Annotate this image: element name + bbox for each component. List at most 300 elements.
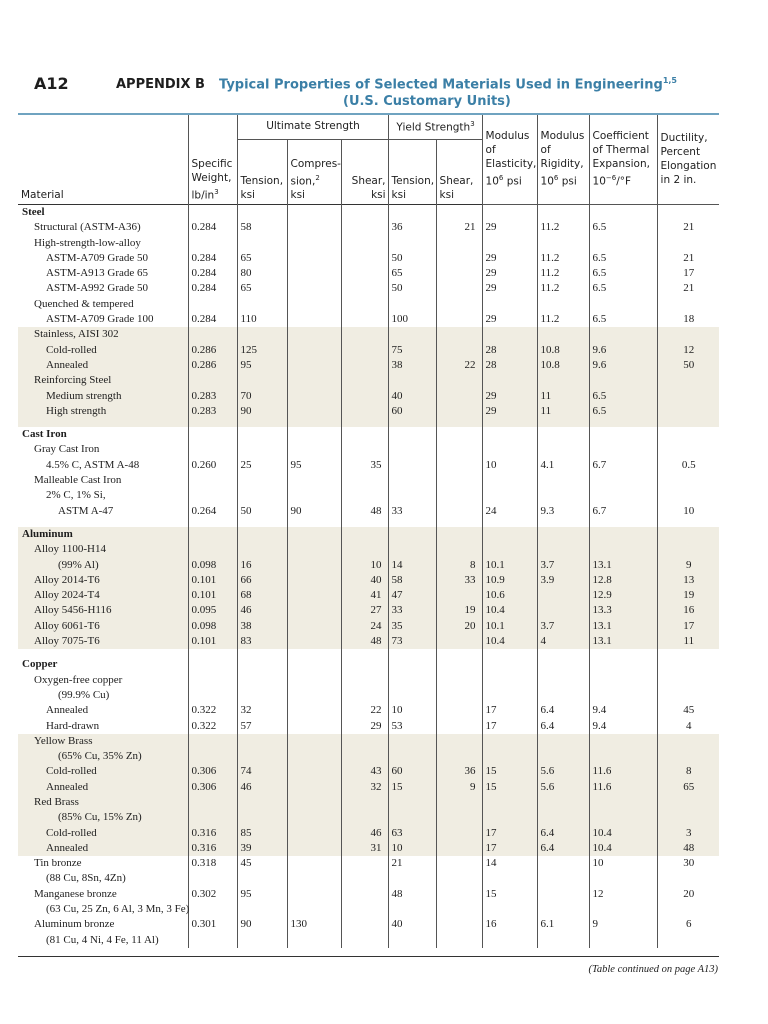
table-row — [18, 419, 719, 427]
table-row — [18, 327, 719, 342]
value-cell — [589, 542, 657, 557]
value-cell — [657, 427, 719, 442]
material-label: High strength — [18, 404, 188, 419]
value-cell — [341, 251, 388, 266]
value-cell: 10.8 — [537, 343, 589, 358]
value-cell — [537, 205, 589, 221]
value-cell — [537, 734, 589, 749]
value-cell — [388, 327, 436, 342]
value-cell — [237, 442, 287, 457]
value-cell — [436, 281, 482, 296]
material-label: Structural (ASTM-A36) — [18, 220, 188, 235]
value-cell: 15 — [482, 764, 537, 779]
value-cell: 21 — [683, 282, 695, 295]
value-cell: 10.6 — [482, 588, 537, 603]
spacer-cell — [482, 419, 537, 427]
col-text: Shear, — [439, 175, 474, 187]
value-cell: 4.1 — [537, 458, 589, 473]
col-text: Compres- — [290, 157, 341, 170]
value-cell: 110 — [237, 312, 287, 327]
value-cell: 53 — [388, 719, 436, 734]
value-cell — [341, 887, 388, 902]
value-cell: 0.302 — [188, 887, 237, 902]
value-cell — [188, 373, 237, 388]
value-cell — [482, 810, 537, 825]
value-cell: 57 — [237, 719, 287, 734]
value-cell: 38 — [237, 619, 287, 634]
spacer-cell — [341, 419, 388, 427]
value-cell — [237, 527, 287, 542]
col-text: Modulus — [485, 129, 530, 142]
col-text: 10 — [485, 175, 499, 188]
value-cell: 35 — [341, 458, 388, 473]
material-label: Annealed — [18, 841, 188, 856]
value-cell — [589, 795, 657, 810]
value-cell — [436, 887, 482, 902]
value-cell: 0.260 — [188, 458, 237, 473]
value-cell: 9.4 — [589, 719, 657, 734]
table-row — [18, 504, 719, 519]
value-cell — [388, 902, 436, 917]
value-cell: 41 — [341, 588, 388, 603]
value-cell — [341, 312, 388, 327]
value-cell — [482, 673, 537, 688]
material-label: ASTM-A913 Grade 65 — [18, 266, 188, 281]
value-cell — [287, 297, 341, 312]
value-cell — [287, 312, 341, 327]
value-cell: 58 — [237, 220, 287, 235]
value-cell — [537, 887, 589, 902]
value-cell: 21 — [436, 220, 482, 235]
value-cell — [436, 719, 482, 734]
value-cell — [287, 764, 341, 779]
value-cell: 0.283 — [188, 404, 237, 419]
col-text: ksi — [371, 189, 386, 201]
value-cell — [287, 442, 341, 457]
value-cell — [589, 327, 657, 342]
material-label: Alloy 7075-T6 — [18, 634, 188, 649]
yield-strength-label: Yield Strength — [396, 121, 471, 134]
table-row — [18, 619, 719, 634]
value-cell — [482, 688, 537, 703]
value-cell: 18 — [683, 313, 695, 326]
value-cell — [341, 488, 388, 503]
value-cell: 10.4 — [482, 634, 537, 649]
value-cell — [657, 205, 719, 221]
value-cell: 13.3 — [589, 603, 657, 618]
value-cell — [657, 688, 719, 703]
value-cell — [537, 327, 589, 342]
value-cell — [237, 871, 287, 886]
table-row — [18, 917, 719, 932]
value-cell — [287, 404, 341, 419]
value-cell: 90 — [237, 404, 287, 419]
value-cell: 27 — [341, 603, 388, 618]
value-cell: 9.6 — [589, 343, 657, 358]
value-cell — [482, 205, 537, 221]
value-cell — [537, 473, 589, 488]
value-cell — [436, 266, 482, 281]
material-label: Annealed — [18, 780, 188, 795]
value-cell — [436, 205, 482, 221]
value-cell — [436, 810, 482, 825]
value-cell: 3.7 — [537, 619, 589, 634]
spacer-cell — [657, 519, 719, 527]
value-cell: 6 — [686, 918, 692, 931]
col-text: Elongation — [660, 159, 717, 172]
value-cell — [341, 657, 388, 672]
col-text: psi — [506, 175, 522, 188]
value-cell: 68 — [237, 588, 287, 603]
col-text: lb/in — [191, 189, 215, 201]
value-cell — [287, 327, 341, 342]
material-label: ASTM-A709 Grade 50 — [18, 251, 188, 266]
value-cell: 14 — [388, 558, 436, 573]
value-cell — [388, 236, 436, 251]
table-row — [18, 780, 719, 795]
value-cell — [341, 427, 388, 442]
value-cell — [188, 657, 237, 672]
value-cell — [237, 427, 287, 442]
value-cell: 11 — [657, 634, 719, 649]
material-group-label: Steel — [18, 205, 188, 221]
value-cell — [341, 358, 388, 373]
value-cell — [436, 327, 482, 342]
value-cell — [436, 312, 482, 327]
value-cell: 15 — [482, 780, 537, 795]
value-cell — [341, 871, 388, 886]
modulus-rigidity-header — [537, 115, 589, 205]
value-cell — [537, 871, 589, 886]
value-cell — [589, 205, 657, 221]
value-cell: 0.5 — [681, 458, 696, 471]
header-spacer — [18, 115, 188, 140]
table-row — [18, 810, 719, 825]
value-cell — [482, 442, 537, 457]
value-cell: 13.1 — [589, 634, 657, 649]
value-cell — [657, 542, 719, 557]
material-label: Alloy 2024-T4 — [18, 588, 188, 603]
value-cell: 0.284 — [188, 312, 237, 327]
spacer-cell — [341, 519, 388, 527]
value-cell — [482, 473, 537, 488]
value-cell — [537, 933, 589, 948]
value-cell: 10 — [388, 703, 436, 718]
material-label: Gray Cast Iron — [18, 442, 188, 457]
value-cell — [589, 427, 657, 442]
value-cell: 0.101 — [188, 634, 237, 649]
value-cell: 48 — [657, 841, 719, 856]
value-cell — [287, 343, 341, 358]
value-cell — [589, 871, 657, 886]
value-cell — [341, 810, 388, 825]
value-cell — [589, 488, 657, 503]
value-cell — [237, 236, 287, 251]
value-cell — [188, 902, 237, 917]
value-cell — [237, 810, 287, 825]
value-cell — [237, 542, 287, 557]
value-cell: 46 — [237, 603, 287, 618]
value-cell: 10.4 — [589, 841, 657, 856]
material-label: Malleable Cast Iron — [18, 473, 188, 488]
value-cell — [436, 297, 482, 312]
value-cell: 60 — [388, 764, 436, 779]
table-row — [18, 297, 719, 312]
value-cell — [482, 327, 537, 342]
value-cell — [388, 205, 436, 221]
value-cell — [341, 404, 388, 419]
table-row — [18, 688, 719, 703]
value-cell: 11.2 — [537, 251, 589, 266]
value-cell — [537, 236, 589, 251]
value-cell: 10.1 — [482, 558, 537, 573]
value-cell: 90 — [237, 917, 287, 932]
material-label: Alloy 2014-T6 — [18, 573, 188, 588]
value-cell: 0.286 — [188, 358, 237, 373]
col-text: ksi — [439, 189, 454, 201]
material-label: Annealed — [18, 703, 188, 718]
value-cell — [589, 373, 657, 388]
value-cell — [589, 673, 657, 688]
value-cell: 130 — [287, 917, 341, 932]
value-cell — [388, 542, 436, 557]
spacer-cell — [237, 649, 287, 657]
value-cell — [188, 442, 237, 457]
value-cell: 10.9 — [482, 573, 537, 588]
value-cell: 10 — [589, 856, 657, 871]
ultimate-shear-header — [341, 140, 388, 205]
table-bottom-rule — [18, 956, 719, 957]
header-spacer — [188, 115, 237, 140]
material-label: (88 Cu, 8Sn, 4Zn) — [18, 871, 188, 886]
col-text: Expansion, — [592, 157, 650, 170]
value-cell: 10.4 — [482, 603, 537, 618]
value-cell: 10 — [341, 558, 388, 573]
value-cell — [482, 749, 537, 764]
value-cell: 6.4 — [537, 719, 589, 734]
spacer-cell — [436, 649, 482, 657]
value-cell — [287, 688, 341, 703]
value-cell — [436, 504, 482, 519]
value-cell — [482, 734, 537, 749]
col-exp: 6 — [553, 173, 559, 182]
value-cell — [188, 427, 237, 442]
spacer-cell — [18, 649, 188, 657]
value-cell — [388, 657, 436, 672]
table-row — [18, 887, 719, 902]
table-row — [18, 573, 719, 588]
value-cell — [341, 795, 388, 810]
value-cell: 9.4 — [589, 703, 657, 718]
value-cell — [237, 795, 287, 810]
value-cell — [287, 488, 341, 503]
col-text: 10 — [540, 175, 554, 188]
value-cell — [341, 734, 388, 749]
value-cell — [237, 734, 287, 749]
value-cell: 10.1 — [482, 619, 537, 634]
spacer-cell — [537, 419, 589, 427]
value-cell — [482, 373, 537, 388]
value-cell — [436, 703, 482, 718]
value-cell — [287, 205, 341, 221]
material-label: High-strength-low-alloy — [18, 236, 188, 251]
value-cell: 13.1 — [589, 619, 657, 634]
table-title-text: Typical Properties of Selected Materials Used in Engineering — [219, 77, 663, 93]
value-cell — [287, 871, 341, 886]
col-text: Weight, — [191, 171, 232, 184]
value-cell — [237, 373, 287, 388]
value-cell — [287, 542, 341, 557]
value-cell: 0.286 — [188, 343, 237, 358]
value-cell: 22 — [436, 358, 482, 373]
value-cell — [657, 795, 719, 810]
table-row — [18, 358, 719, 373]
table-row — [18, 764, 719, 779]
value-cell — [287, 749, 341, 764]
value-cell: 125 — [237, 343, 287, 358]
table-subtitle: (U.S. Customary Units) — [343, 94, 511, 109]
value-cell: 85 — [237, 826, 287, 841]
material-label: Cold-rolled — [18, 764, 188, 779]
table-row — [18, 634, 719, 649]
value-cell: 9.3 — [537, 504, 589, 519]
value-cell: 6.5 — [589, 220, 657, 235]
table-row — [18, 266, 719, 281]
table-row — [18, 933, 719, 948]
value-cell — [537, 373, 589, 388]
material-header: Material — [18, 140, 188, 205]
table-header — [18, 115, 719, 205]
material-label: (85% Cu, 15% Zn) — [18, 810, 188, 825]
value-cell — [287, 251, 341, 266]
value-cell — [287, 826, 341, 841]
value-cell: 6.5 — [589, 389, 657, 404]
table-row — [18, 703, 719, 718]
table-body — [18, 205, 719, 948]
value-cell — [287, 887, 341, 902]
value-cell: 75 — [388, 343, 436, 358]
value-cell: 16 — [237, 558, 287, 573]
value-cell — [341, 442, 388, 457]
value-cell: 12 — [589, 887, 657, 902]
spacer-cell — [388, 519, 436, 527]
yield-strength-header — [388, 115, 482, 140]
value-cell — [436, 458, 482, 473]
value-cell — [188, 297, 237, 312]
col-text: Ductility, — [660, 131, 708, 144]
value-cell: 100 — [388, 312, 436, 327]
value-cell — [237, 327, 287, 342]
table-row — [18, 558, 719, 573]
value-cell — [287, 780, 341, 795]
material-label: ASTM-A992 Grade 50 — [18, 281, 188, 296]
spacer-cell — [388, 419, 436, 427]
value-cell — [237, 688, 287, 703]
value-cell — [436, 657, 482, 672]
value-cell — [341, 281, 388, 296]
material-label: 4.5% C, ASTM A-48 — [18, 458, 188, 473]
value-cell — [287, 427, 341, 442]
value-cell: 21 — [683, 251, 695, 264]
value-cell: 31 — [341, 841, 388, 856]
value-cell: 60 — [388, 404, 436, 419]
value-cell: 33 — [388, 504, 436, 519]
value-cell — [657, 373, 719, 388]
value-cell — [287, 558, 341, 573]
value-cell — [482, 933, 537, 948]
spacer-cell — [482, 519, 537, 527]
col-text: of — [485, 143, 496, 156]
value-cell: 45 — [237, 856, 287, 871]
material-label: Quenched & tempered — [18, 297, 188, 312]
value-cell — [589, 902, 657, 917]
col-exp: 2 — [315, 173, 320, 182]
value-cell — [287, 373, 341, 388]
value-cell: 11.2 — [537, 281, 589, 296]
spacer-cell — [589, 519, 657, 527]
material-label: Cold-rolled — [18, 343, 188, 358]
material-label: Alloy 5456-H116 — [18, 603, 188, 618]
value-cell — [537, 856, 589, 871]
value-cell: 0.306 — [188, 780, 237, 795]
value-cell — [657, 327, 719, 342]
value-cell — [482, 236, 537, 251]
value-cell — [657, 902, 719, 917]
value-cell — [436, 473, 482, 488]
value-cell — [287, 634, 341, 649]
value-cell: 29 — [482, 404, 537, 419]
col-text: in 2 in. — [660, 173, 697, 186]
table-row — [18, 795, 719, 810]
value-cell — [188, 488, 237, 503]
value-cell: 39 — [237, 841, 287, 856]
value-cell — [589, 933, 657, 948]
value-cell — [287, 527, 341, 542]
value-cell — [237, 473, 287, 488]
value-cell — [657, 734, 719, 749]
value-cell — [388, 673, 436, 688]
value-cell — [341, 933, 388, 948]
value-cell — [188, 795, 237, 810]
value-cell: 74 — [237, 764, 287, 779]
value-cell — [287, 573, 341, 588]
value-cell — [388, 297, 436, 312]
value-cell: 4 — [686, 719, 692, 732]
value-cell: 10.8 — [537, 358, 589, 373]
table-row — [18, 871, 719, 886]
value-cell: 17 — [482, 826, 537, 841]
material-label: Aluminum bronze — [18, 917, 188, 932]
value-cell — [388, 933, 436, 948]
value-cell: 6.7 — [589, 458, 657, 473]
value-cell: 90 — [287, 504, 341, 519]
material-label: Alloy 6061-T6 — [18, 619, 188, 634]
material-label: (63 Cu, 25 Zn, 6 Al, 3 Mn, 3 Fe) — [18, 902, 188, 917]
table-row — [18, 649, 719, 657]
table-row — [18, 488, 719, 503]
value-cell: 50 — [388, 251, 436, 266]
material-label: Oxygen-free copper — [18, 673, 188, 688]
value-cell — [388, 488, 436, 503]
value-cell — [436, 373, 482, 388]
value-cell: 29 — [482, 251, 537, 266]
value-cell: 5.6 — [537, 764, 589, 779]
value-cell: 50 — [237, 504, 287, 519]
value-cell — [341, 542, 388, 557]
table-row — [18, 427, 719, 442]
material-group-label: Cast Iron — [18, 427, 188, 442]
spacer-cell — [188, 519, 237, 527]
